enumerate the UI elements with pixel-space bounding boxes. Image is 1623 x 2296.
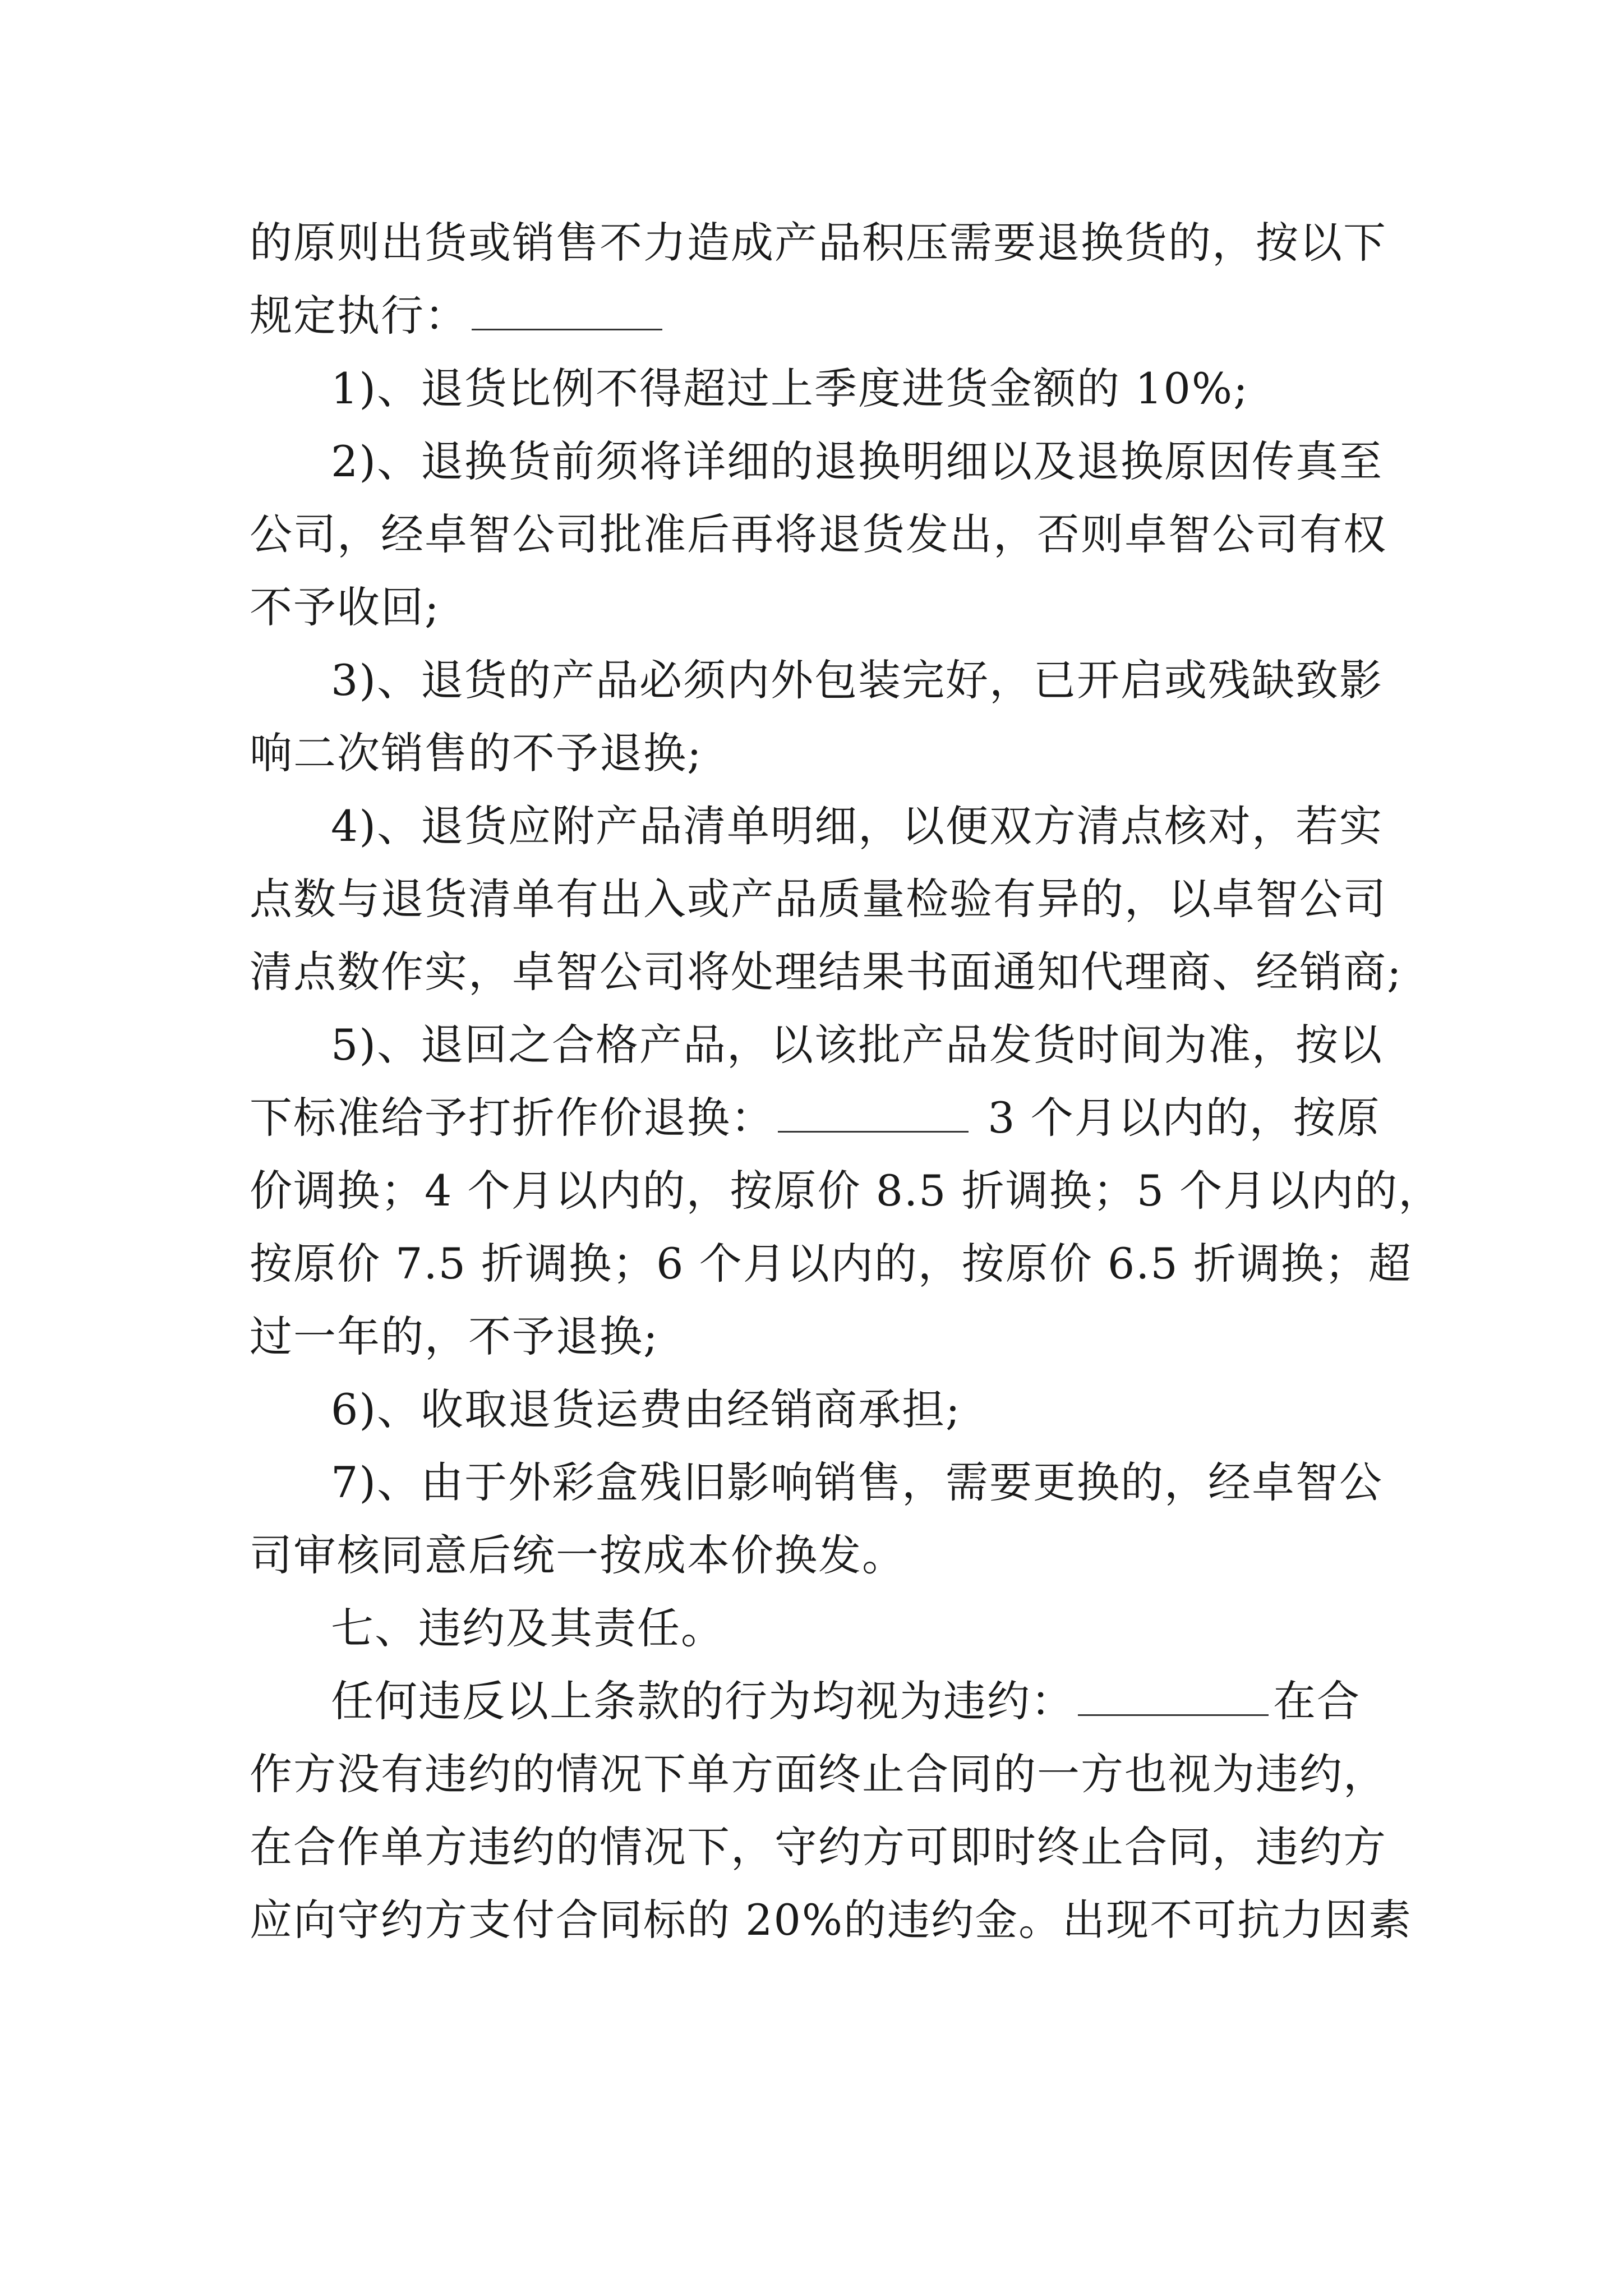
text-line: 在合作单方违约的情况下，守约方可即时终止合同，违约方: [250, 1822, 1387, 1872]
text-line: 点数与退货清单有出入或产品质量检验有异的，以卓智公司: [250, 874, 1387, 924]
list-item: 3)、退货的产品必须内外包装完好，已开启或残缺致影: [331, 655, 1384, 705]
text-line: 的原则出货或销售不力造成产品积压需要退换货的，按以下: [250, 218, 1387, 268]
fill-in-blank: [1078, 1714, 1269, 1716]
text-segment: 规定执行：: [250, 291, 468, 341]
paragraph-line: [331, 1665, 1469, 1738]
text-line: 响二次销售的不予退换;: [250, 728, 703, 778]
text-segment: 在合: [1273, 1676, 1361, 1726]
text-line: 公司，经卓智公司批准后再将退货发出，否则卓智公司有权: [250, 509, 1387, 559]
text-line: 按原价 7.5 折调换；6 个月以内的，按原价 6.5 折调换；超: [250, 1239, 1412, 1289]
text-line: 过一年的，不予退换;: [250, 1312, 659, 1361]
text-segment: 任何违反以上条款的行为均视为违约：: [331, 1676, 1075, 1726]
text-line: 应向守约方支付合同标的 20%的违约金。出现不可抗力因素: [250, 1895, 1413, 1945]
text-line: 价调换；4 个月以内的，按原价 8.5 折调换；5 个月以内的，: [250, 1166, 1442, 1216]
text-line: 作方没有违约的情况下单方面终止合同的一方也视为违约，: [250, 1749, 1387, 1799]
list-item: 2)、退换货前须将详细的退换明细以及退换原因传真至: [331, 436, 1384, 486]
list-item: 7)、由于外彩盒残旧影响销售，需要更换的，经卓智公: [331, 1457, 1384, 1507]
text-segment: 3 个月以内的，按原: [973, 1093, 1381, 1143]
fill-in-blank: [778, 1131, 969, 1133]
list-item: 1)、退货比例不得超过上季度进货金额的 10%;: [331, 364, 1249, 413]
section-heading: 七、违约及其责任。: [331, 1603, 725, 1653]
text-line: 不予收回;: [250, 582, 440, 632]
text-line: [250, 1082, 1388, 1154]
fill-in-blank: [472, 329, 662, 330]
text-line: [250, 279, 1388, 352]
text-line: 清点数作实，卓智公司将处理结果书面通知代理商、经销商;: [250, 947, 1403, 997]
list-item: 6)、收取退货运费由经销商承担;: [331, 1384, 961, 1434]
text-segment: 下标准给予打折作价退换：: [250, 1093, 774, 1143]
text-line: 司审核同意后统一按成本价换发。: [250, 1530, 906, 1580]
list-item: 4)、退货应附产品清单明细，以便双方清点核对，若实: [331, 801, 1384, 851]
list-item: 5)、退回之合格产品，以该批产品发货时间为准，按以: [331, 1020, 1384, 1070]
